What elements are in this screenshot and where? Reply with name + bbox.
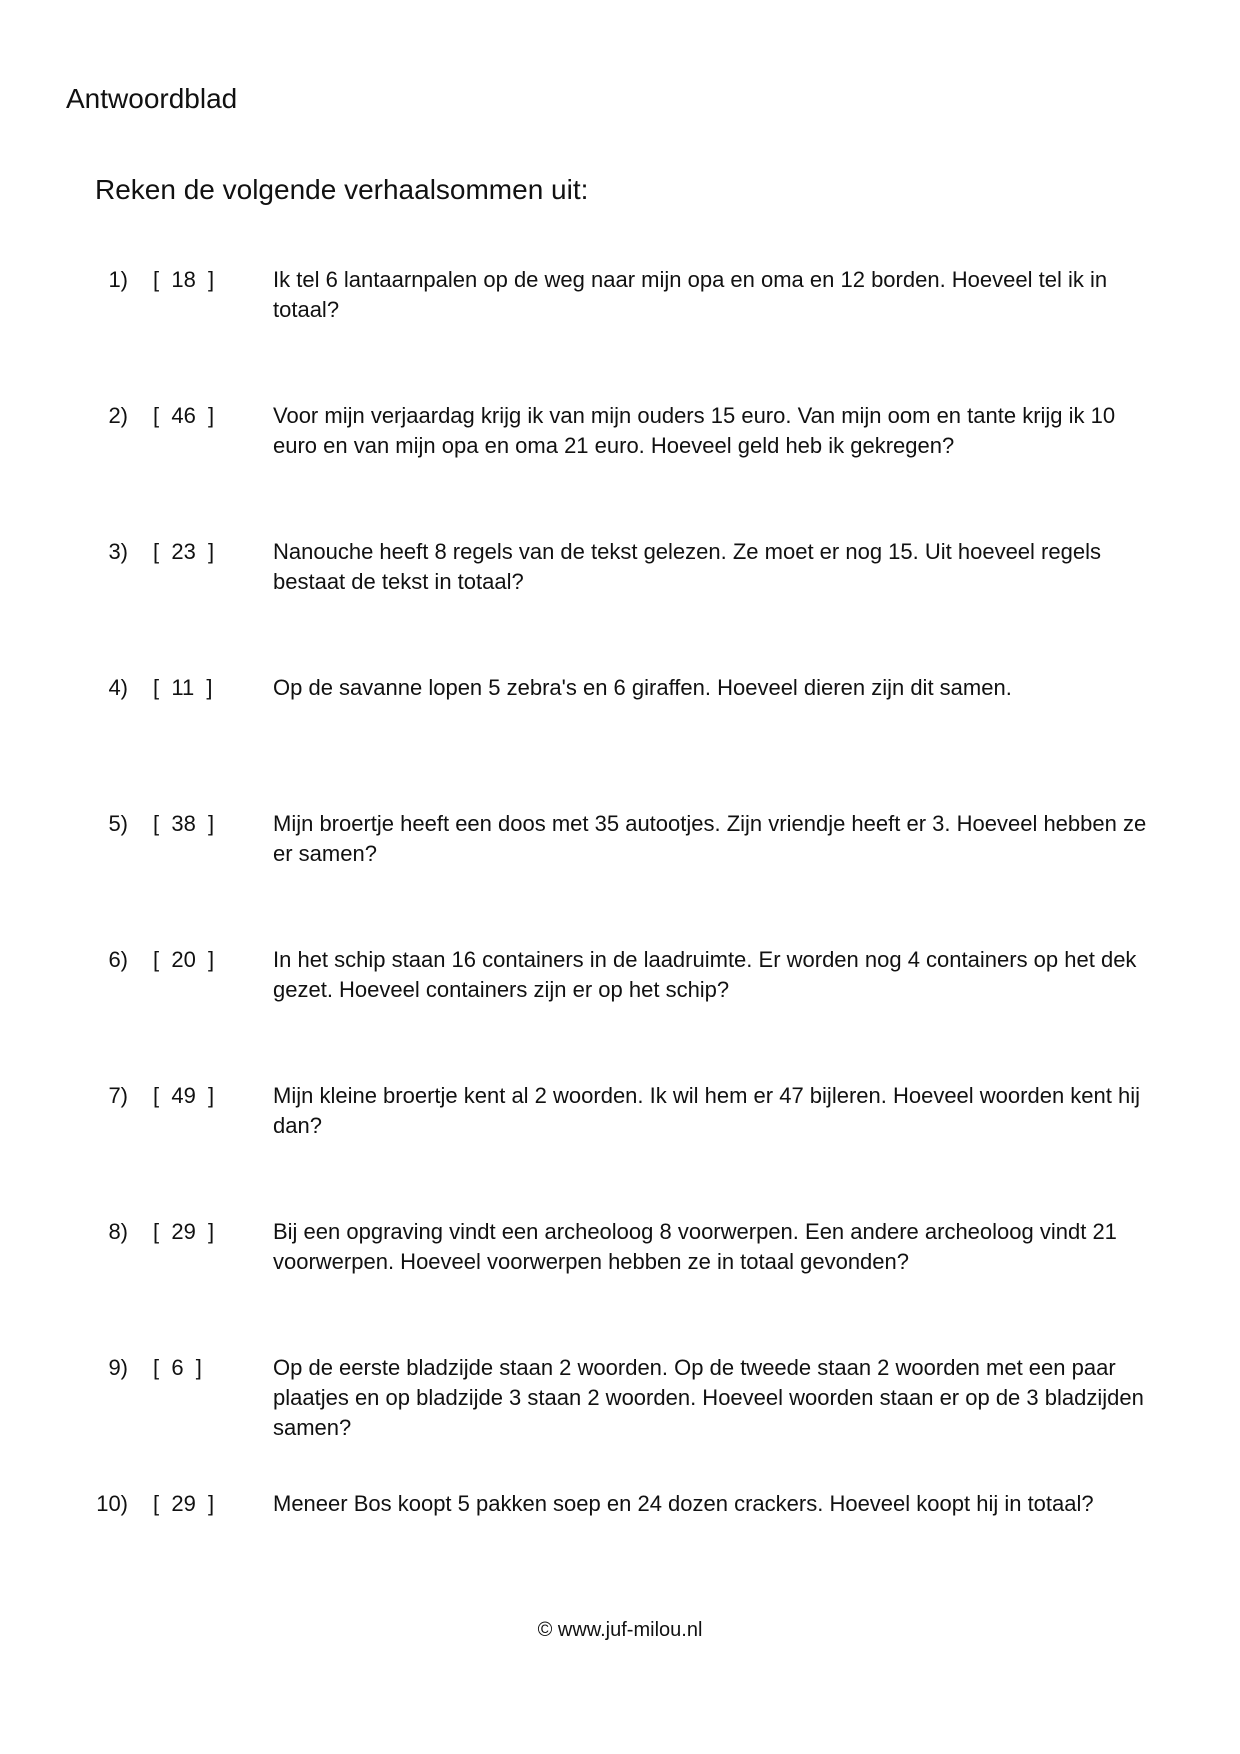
question-text: Op de savanne lopen 5 zebra's en 6 giraffen. Hoeveel dieren zijn dit samen. <box>273 675 1012 700</box>
question-text: Ik tel 6 lantaarnpalen op de weg naar mijn opa en oma en 12 borden. Hoeveel tel ik in totaal? <box>273 267 1108 322</box>
instruction-heading: Reken de volgende verhaalsommen uit: <box>95 174 589 205</box>
question-number: 10) <box>96 1491 128 1516</box>
answer-value: [ 18 ] <box>153 267 215 292</box>
question-number: 9) <box>108 1355 128 1380</box>
question-number: 7) <box>108 1083 128 1108</box>
question-number: 6) <box>108 947 128 972</box>
question-text: Meneer Bos koopt 5 pakken soep en 24 dozen crackers. Hoeveel koopt hij in totaal? <box>273 1491 1094 1516</box>
document-label: Antwoordblad <box>66 83 238 114</box>
question-text: Bij een opgraving vindt een archeoloog 8 voorwerpen. Een andere archeoloog vindt 21 voorwerpen. Hoeveel voorwerpen hebben ze in totaal gevonden? <box>273 1219 1117 1274</box>
answer-value: [ 11 ] <box>153 675 213 700</box>
question-text: Mijn broertje heeft een doos met 35 autootjes. Zijn vriendje heeft er 3. Hoeveel hebben ze er samen? <box>273 811 1147 866</box>
answer-value: [ 29 ] <box>153 1219 215 1244</box>
question-number: 8) <box>108 1219 128 1244</box>
question-number: 5) <box>108 811 128 836</box>
question-number: 1) <box>108 267 128 292</box>
question-text: Mijn kleine broertje kent al 2 woorden. Ik wil hem er 47 bijleren. Hoeveel woorden kent hij dan? <box>273 1083 1141 1138</box>
answer-value: [ 23 ] <box>153 539 215 564</box>
question-number: 4) <box>108 675 128 700</box>
answer-value: [ 46 ] <box>153 403 215 428</box>
question-text: Nanouche heeft 8 regels van de tekst gelezen. Ze moet er nog 15. Uit hoeveel regels bestaat de tekst in totaal? <box>273 539 1101 594</box>
question-number: 2) <box>108 403 128 428</box>
answer-value: [ 20 ] <box>153 947 215 972</box>
answer-value: [ 49 ] <box>153 1083 215 1108</box>
question-text: In het schip staan 16 containers in de laadruimte. Er worden nog 4 containers op het dek gezet. Hoeveel containers zijn er op het schip? <box>273 947 1137 1002</box>
answer-value: [ 29 ] <box>153 1491 215 1516</box>
answer-value: [ 6 ] <box>153 1355 202 1380</box>
question-number: 3) <box>108 539 128 564</box>
question-text: Op de eerste bladzijde staan 2 woorden. Op de tweede staan 2 woorden met een paar plaatjes en op bladzijde 3 staan 2 woorden. Hoeveel woorden staan er op de 3 bladzijden samen? <box>273 1355 1144 1440</box>
question-text: Voor mijn verjaardag krijg ik van mijn ouders 15 euro. Van mijn oom en tante krijg ik 10 euro en van mijn opa en oma 21 euro. Hoeveel geld heb ik gekregen? <box>273 403 1116 458</box>
answer-value: [ 38 ] <box>153 811 215 836</box>
copyright-footer: © www.juf-milou.nl <box>537 1619 703 1641</box>
